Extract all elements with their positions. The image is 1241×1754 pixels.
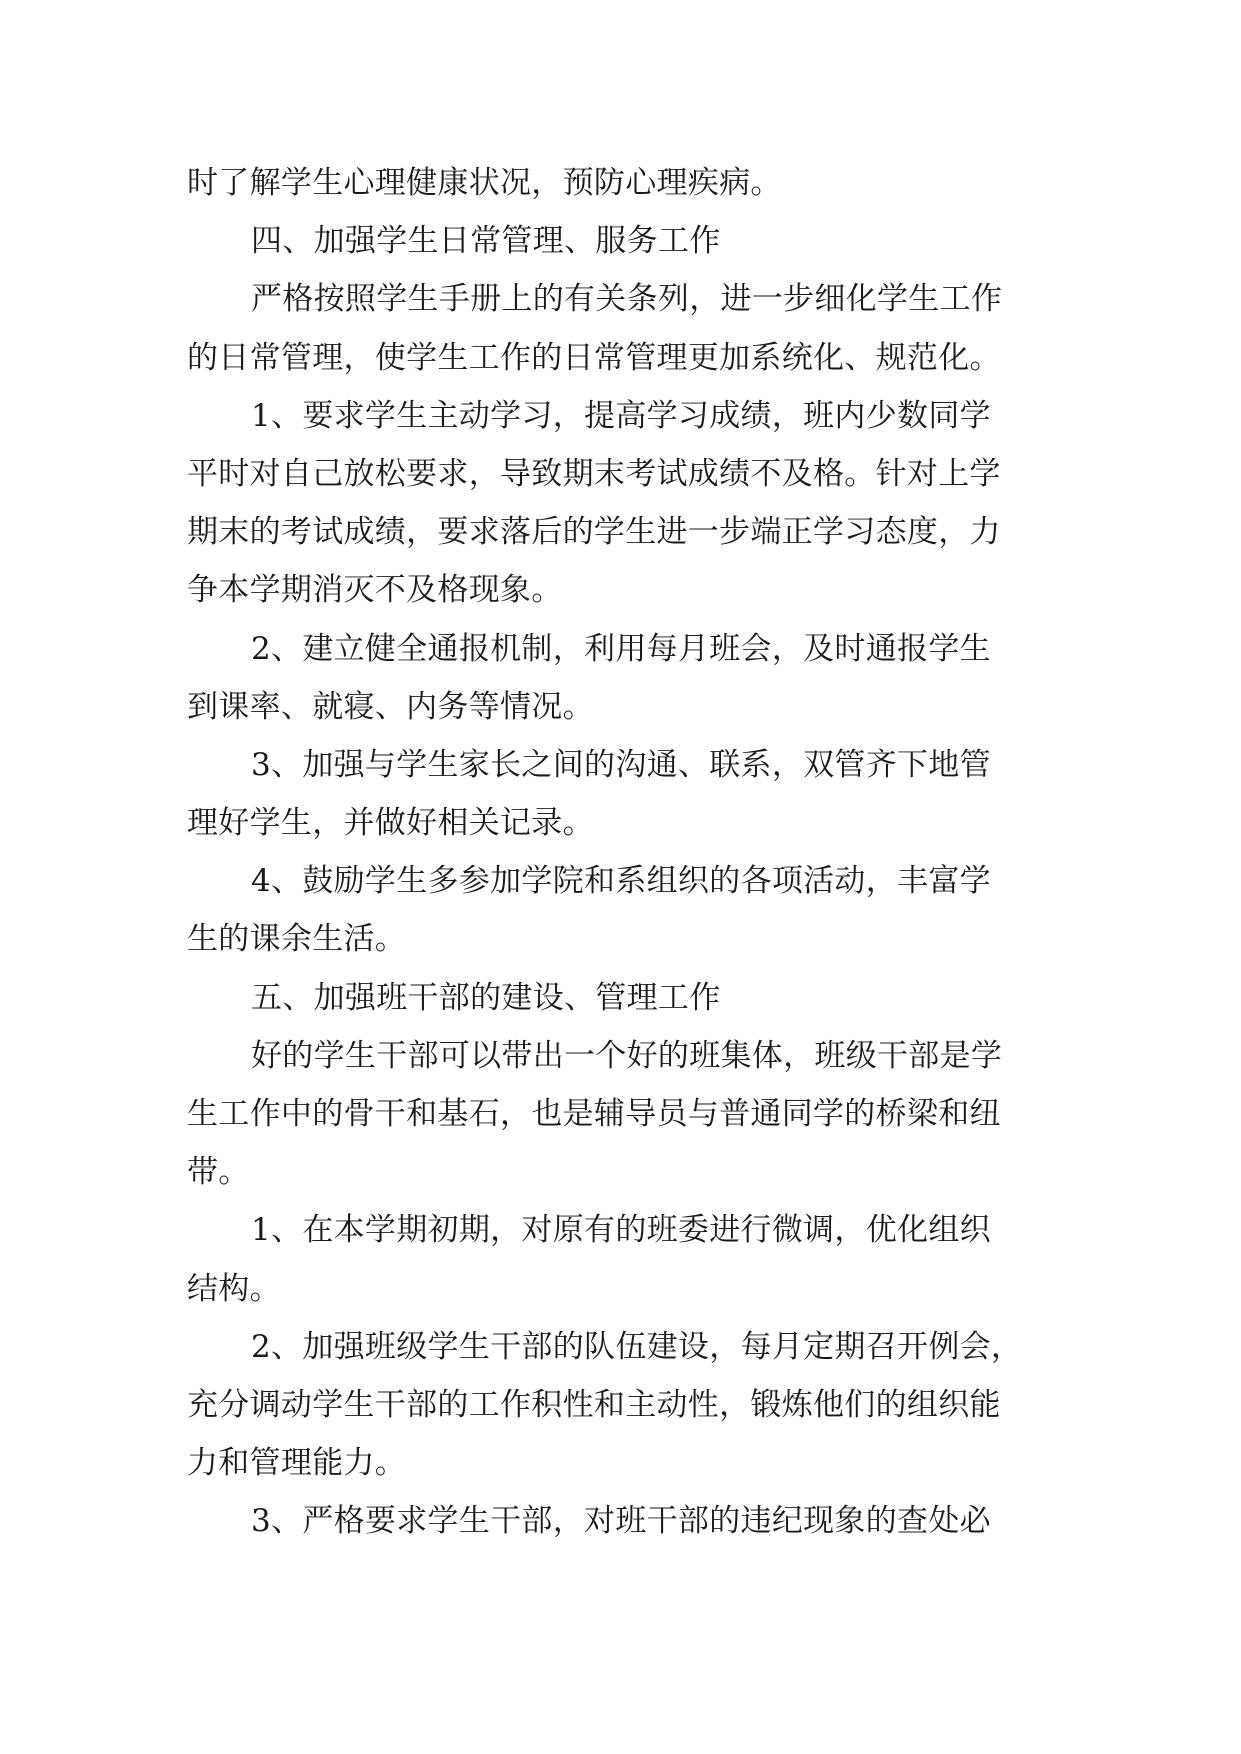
text-line: 充分调动学生干部的工作积性和主动性，锻炼他们的组织能: [187, 1386, 1001, 1423]
text-line: 的日常管理，使学生工作的日常管理更加系统化、规范化。: [187, 339, 1001, 376]
text-line: 理好学生，并做好相关记录。: [187, 805, 594, 842]
text-line: 四、加强学生日常管理、服务工作: [251, 223, 721, 260]
text-line: 3、严格要求学生干部，对班干部的违纪现象的查处必: [251, 1503, 991, 1540]
text-line: 2、加强班级学生干部的队伍建设，每月定期召开例会，: [251, 1328, 1023, 1365]
text-line: 到课率、就寝、内务等情况。: [187, 688, 594, 725]
text-line: 1、要求学生主动学习，提高学习成绩，班内少数同学: [251, 397, 991, 434]
text-line: 平时对自己放松要求，导致期末考试成绩不及格。针对上学: [187, 455, 1001, 492]
document-body: [187, 154, 1067, 1551]
text-line: 4、鼓励学生多参加学院和系组织的各项活动，丰富学: [251, 863, 991, 900]
text-line: 时了解学生心理健康状况，预防心理疾病。: [187, 165, 782, 201]
text-line: 力和管理能力。: [187, 1445, 407, 1482]
text-line: 2、建立健全通报机制，利用每月班会，及时通报学生: [251, 630, 991, 667]
text-line: 期末的考试成绩，要求落后的学生进一步端正学习态度，力: [187, 514, 1001, 551]
text-line: 严格按照学生手册上的有关条列，进一步细化学生工作: [251, 281, 1003, 318]
text-line: 好的学生干部可以带出一个好的班集体，班级干部是学: [251, 1037, 1003, 1074]
text-line: 带。: [187, 1154, 250, 1191]
text-line: 生工作中的骨干和基石，也是辅导员与普通同学的桥梁和纽: [187, 1096, 1001, 1132]
text-line: 生的课余生活。: [187, 921, 407, 958]
text-line: 争本学期消灭不及格现象。: [187, 572, 563, 609]
text-line: 3、加强与学生家长之间的沟通、联系，双管齐下地管: [251, 746, 991, 783]
text-line: 五、加强班干部的建设、管理工作: [251, 979, 721, 1016]
text-line: 1、在本学期初期，对原有的班委进行微调，优化组织: [251, 1212, 991, 1249]
text-line: 结构。: [187, 1270, 281, 1307]
